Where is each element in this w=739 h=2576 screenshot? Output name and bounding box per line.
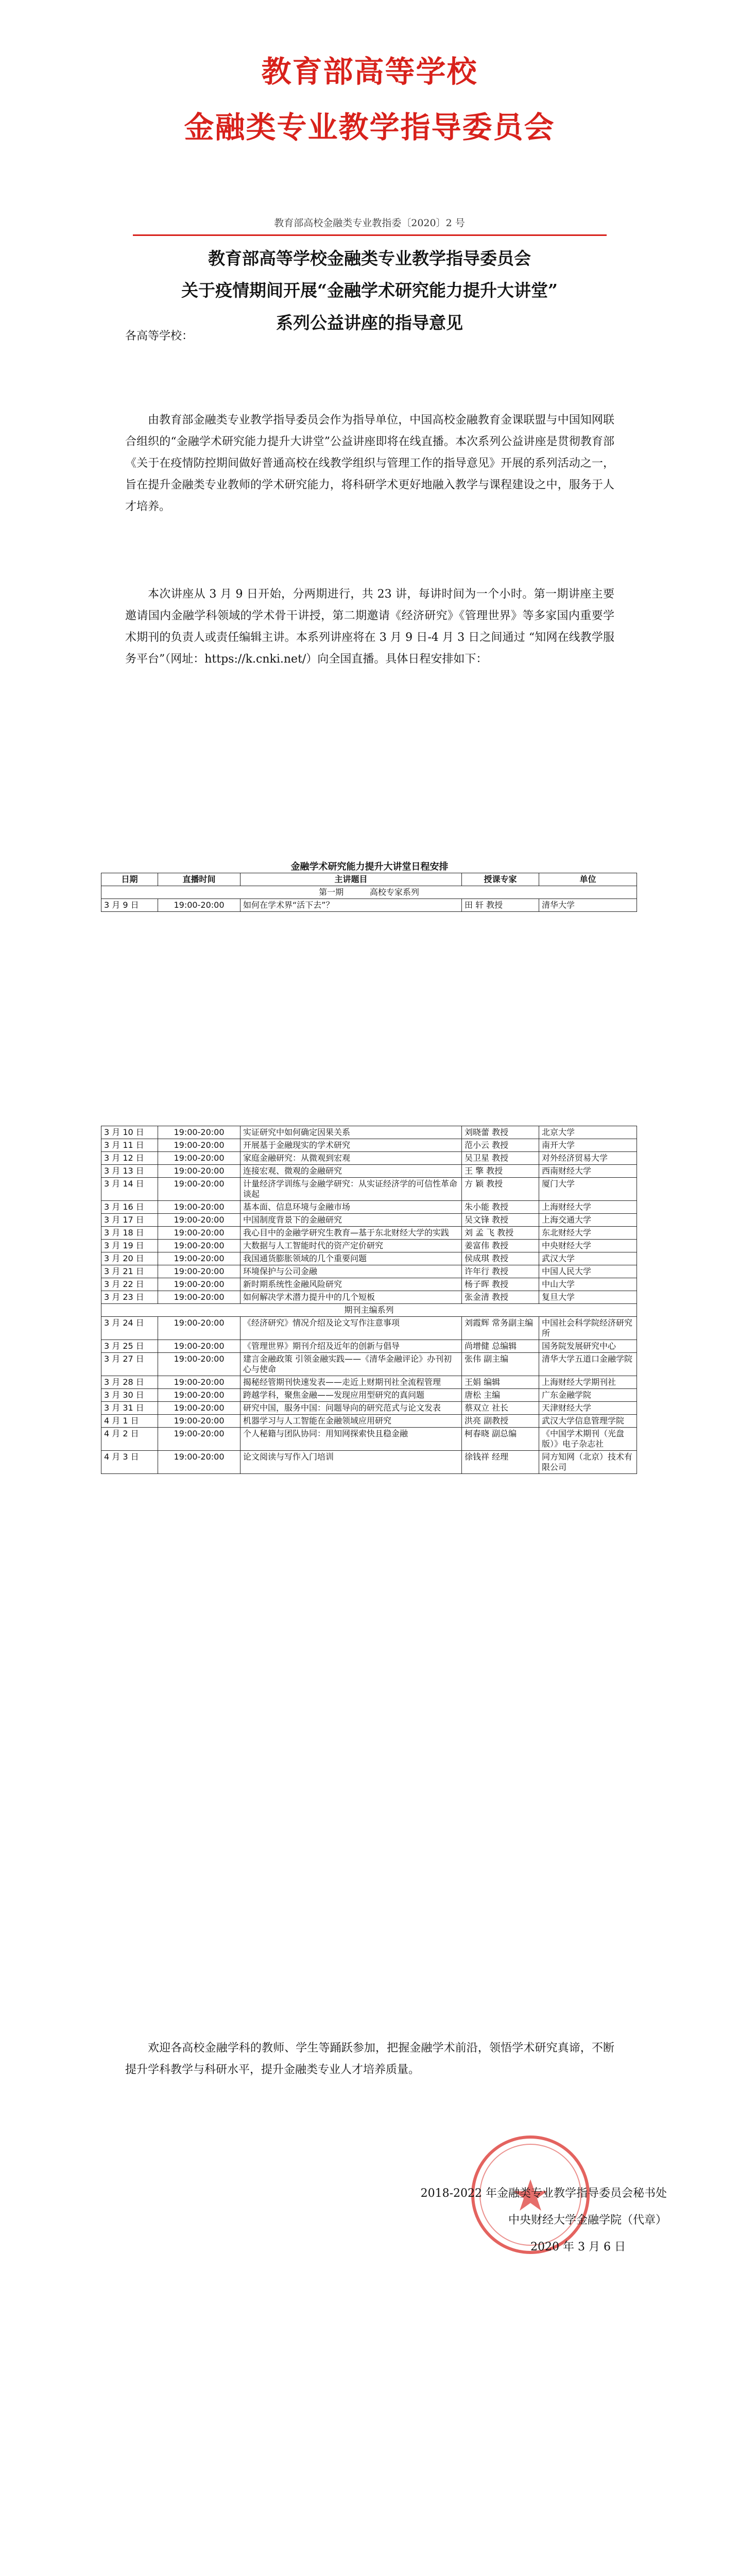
table-row: [101, 1227, 637, 1240]
cell-time: 19:00-20:00: [158, 1265, 240, 1278]
cell-date: 3 月 23 日: [101, 1291, 158, 1304]
cell-date: 3 月 14 日: [101, 1178, 158, 1201]
cell-speaker: 田 轩 教授: [462, 899, 539, 912]
cell-time: 19:00-20:00: [158, 1252, 240, 1265]
cell-date: 3 月 13 日: [101, 1165, 158, 1178]
cell-time: 19:00-20:00: [158, 1402, 240, 1415]
cell-affiliation: 南开大学: [539, 1139, 637, 1152]
cell-affiliation: 武汉大学信息管理学院: [539, 1415, 637, 1428]
cell-affiliation: 《中国学术期刊（光盘版）》电子杂志社: [539, 1428, 637, 1451]
cell-date: 3 月 20 日: [101, 1252, 158, 1265]
cell-date: 3 月 24 日: [101, 1317, 158, 1340]
cell-speaker: 洪亮 副教授: [462, 1415, 539, 1428]
cell-time: 19:00-20:00: [158, 1451, 240, 1474]
cell-topic: 研究中国，服务中国：问题导向的研究范式与论文发表: [240, 1402, 462, 1415]
table-row: [101, 1165, 637, 1178]
salutation: 各高等学校：: [125, 330, 194, 343]
cell-topic: 我心目中的金融学研究生教育—基于东北财经大学的实践: [240, 1227, 462, 1240]
cell-affiliation: 上海财经大学: [539, 1201, 637, 1214]
cell-topic: 建言金融政策 引领金融实践——《清华金融评论》办刊初心与使命: [240, 1353, 462, 1376]
table-row: [101, 1252, 637, 1265]
cell-speaker: 柯春晓 副总编: [462, 1428, 539, 1451]
cell-affiliation: 广东金融学院: [539, 1389, 637, 1402]
cell-topic: 揭秘经管期刊快速发表——走近上财期刊社全流程管理: [240, 1376, 462, 1389]
cell-affiliation: 上海交通大学: [539, 1214, 637, 1227]
cell-topic: 家庭金融研究：从微观到宏观: [240, 1152, 462, 1165]
header-affiliation: 单位: [539, 873, 637, 886]
cell-date: 3 月 12 日: [101, 1152, 158, 1165]
cell-speaker: 徐钱祥 经理: [462, 1451, 539, 1474]
table-row: [101, 1126, 637, 1139]
table-row: [101, 899, 637, 912]
cell-date: 3 月 30 日: [101, 1389, 158, 1402]
cell-date: 3 月 17 日: [101, 1214, 158, 1227]
cell-time: 19:00-20:00: [158, 1240, 240, 1252]
cell-speaker: 朱小能 教授: [462, 1201, 539, 1214]
cell-speaker: 刘 孟 飞 教授: [462, 1227, 539, 1240]
table-row: [101, 1278, 637, 1291]
cell-affiliation: 中央财经大学: [539, 1240, 637, 1252]
cell-affiliation: 武汉大学: [539, 1252, 637, 1265]
cell-date: 3 月 10 日: [101, 1126, 158, 1139]
cell-affiliation: 中国社会科学院经济研究所: [539, 1317, 637, 1340]
cell-speaker: 杨子晖 教授: [462, 1278, 539, 1291]
cell-affiliation: 北京大学: [539, 1126, 637, 1139]
cell-affiliation: 对外经济贸易大学: [539, 1152, 637, 1165]
cell-date: 3 月 16 日: [101, 1201, 158, 1214]
cell-speaker: 刘晓蕾 教授: [462, 1126, 539, 1139]
table-row: [101, 1214, 637, 1227]
cell-speaker: 王 擎 教授: [462, 1165, 539, 1178]
cell-topic: 《经济研究》情况介绍及论文写作注意事项: [240, 1317, 462, 1340]
cell-topic: 开展基于金融现实的学术研究: [240, 1139, 462, 1152]
red-divider-line: [133, 234, 607, 236]
signature-date: 2020 年 3 月 6 日: [530, 2241, 626, 2253]
cell-affiliation: 天津财经大学: [539, 1402, 637, 1415]
cell-speaker: 尚增健 总编辑: [462, 1340, 539, 1353]
subject-line3: 系列公益讲座的指导意见: [276, 313, 463, 333]
signature-seal-owner: 中央财经大学金融学院（代章）: [508, 2214, 667, 2227]
schedule-table-part1: [101, 873, 637, 912]
header-time: 直播时间: [158, 873, 240, 886]
cell-topic: 我国通货膨胀领域的几个重要问题: [240, 1252, 462, 1265]
schedule-table-title: 金融学术研究能力提升大讲堂日程安排: [290, 861, 449, 872]
header-speaker: 授课专家: [462, 873, 539, 886]
cell-time: 19:00-20:00: [158, 1214, 240, 1227]
letterhead-line2: 金融类专业教学指导委员会: [184, 110, 555, 145]
closing-paragraph: 欢迎各高校金融学科的教师、学生等踊跃参加，把握金融学术前沿，领悟学术研究真谛，不断提升学科教学与科研水平，提升金融类专业人才培养质量。: [125, 2042, 614, 2076]
cell-time: 19:00-20:00: [158, 1376, 240, 1389]
cell-speaker: 侯成琪 教授: [462, 1252, 539, 1265]
cell-speaker: 吴卫星 教授: [462, 1152, 539, 1165]
cell-time: 19:00-20:00: [158, 1178, 240, 1201]
cell-speaker: 刘霞辉 常务副主编: [462, 1317, 539, 1340]
cell-time: 19:00-20:00: [158, 1278, 240, 1291]
cell-time: 19:00-20:00: [158, 1317, 240, 1340]
cell-time: 19:00-20:00: [158, 1201, 240, 1214]
document-number: 教育部高校金融类专业教指委〔2020〕2 号: [274, 217, 465, 229]
cell-topic: 论文阅读与写作入门培训: [240, 1451, 462, 1474]
cell-affiliation: 清华大学五道口金融学院: [539, 1353, 637, 1376]
table-row: [101, 1428, 637, 1451]
cell-date: 3 月 11 日: [101, 1139, 158, 1152]
cell-date: 4 月 3 日: [101, 1451, 158, 1474]
table-row: [101, 1240, 637, 1252]
cell-date: 4 月 1 日: [101, 1415, 158, 1428]
cell-time: 19:00-20:00: [158, 1389, 240, 1402]
table-row: [101, 1389, 637, 1402]
cell-date: 3 月 18 日: [101, 1227, 158, 1240]
cell-speaker: 蔡双立 社长: [462, 1402, 539, 1415]
cell-date: 4 月 2 日: [101, 1428, 158, 1451]
table-row: [101, 1201, 637, 1214]
section-header-phase1: 第一期 高校专家系列: [101, 886, 637, 899]
cell-time: 19:00-20:00: [158, 1165, 240, 1178]
cell-affiliation: 中国人民大学: [539, 1265, 637, 1278]
header-date: 日期: [101, 873, 158, 886]
header-topic: 主讲题目: [240, 873, 462, 886]
table-row: [101, 1353, 637, 1376]
cell-date: 3 月 25 日: [101, 1340, 158, 1353]
cell-time: 19:00-20:00: [158, 899, 240, 912]
cell-topic: 连接宏观、微观的金融研究: [240, 1165, 462, 1178]
body-paragraph: 本次讲座从 3 月 9 日开始，分两期进行，共 23 讲，每讲时间为一个小时。第一期讲座主要邀请国内金融学科领域的学术骨干讲授，第二期邀请《经济研究》《管理世界》等多家国内重要学术期刊的负责人或责任编辑主讲。本系列讲座将在 3 月 9 日-4 月 3 日之间通过 “知网在线教学服务平台”（网址：https://k.cnki.net/）向全国直播。具体日程安排如下：: [125, 588, 614, 666]
cell-affiliation: 国务院发展研究中心: [539, 1340, 637, 1353]
cell-topic: 实证研究中如何确定因果关系: [240, 1126, 462, 1139]
cell-affiliation: 东北财经大学: [539, 1227, 637, 1240]
schedule-table-part2: [101, 1126, 637, 1474]
table-row: [101, 1340, 637, 1353]
cell-speaker: 姜富伟 教授: [462, 1240, 539, 1252]
cell-affiliation: 西南财经大学: [539, 1165, 637, 1178]
subject-line2: 关于疫情期间开展“金融学术研究能力提升大讲堂”: [181, 280, 558, 300]
table-row: [101, 1178, 637, 1201]
cell-time: 19:00-20:00: [158, 1428, 240, 1451]
cell-topic: 大数据与人工智能时代的资产定价研究: [240, 1240, 462, 1252]
cell-time: 19:00-20:00: [158, 1340, 240, 1353]
section-header-journal-editors: 期刊主编系列: [101, 1304, 637, 1317]
cell-date: 3 月 27 日: [101, 1353, 158, 1376]
table-row: [101, 1291, 637, 1304]
cell-speaker: 方 颖 教授: [462, 1178, 539, 1201]
table-row: [101, 1451, 637, 1474]
cell-speaker: 范小云 教授: [462, 1139, 539, 1152]
cell-topic: 如何在学术界“活下去”？: [240, 899, 462, 912]
cell-topic: 《管理世界》期刊介绍及近年的创新与倡导: [240, 1340, 462, 1353]
cell-date: 3 月 28 日: [101, 1376, 158, 1389]
table-row: [101, 1317, 637, 1340]
cell-speaker: 张金清 教授: [462, 1291, 539, 1304]
cell-affiliation: 中山大学: [539, 1278, 637, 1291]
cell-time: 19:00-20:00: [158, 1415, 240, 1428]
table-row: [101, 1415, 637, 1428]
cell-topic: 如何解决学术潜力提升中的几个短板: [240, 1291, 462, 1304]
cell-topic: 环境保护与公司金融: [240, 1265, 462, 1278]
cell-date: 3 月 19 日: [101, 1240, 158, 1252]
cell-affiliation: 厦门大学: [539, 1178, 637, 1201]
table-row: [101, 1402, 637, 1415]
cell-topic: 机器学习与人工智能在金融领域应用研究: [240, 1415, 462, 1428]
cell-affiliation: 复旦大学: [539, 1291, 637, 1304]
table-row: [101, 1152, 637, 1165]
cell-date: 3 月 22 日: [101, 1278, 158, 1291]
cell-time: 19:00-20:00: [158, 1139, 240, 1152]
cell-speaker: 王娟 编辑: [462, 1376, 539, 1389]
cell-speaker: 唐松 主编: [462, 1389, 539, 1402]
cell-time: 19:00-20:00: [158, 1152, 240, 1165]
cell-topic: 中国制度背景下的金融研究: [240, 1214, 462, 1227]
subject-line1: 教育部高等学校金融类专业教学指导委员会: [208, 248, 531, 268]
cell-time: 19:00-20:00: [158, 1291, 240, 1304]
cell-date: 3 月 31 日: [101, 1402, 158, 1415]
cell-affiliation: 同方知网（北京）技术有限公司: [539, 1451, 637, 1474]
cell-topic: 基本面、信息环境与金融市场: [240, 1201, 462, 1214]
cell-topic: 个人秘籍与团队协同：用知网探索快且稳金融: [240, 1428, 462, 1451]
letterhead-line1: 教育部高等学校: [261, 54, 478, 89]
signature-organization: 2018-2022 年金融类专业教学指导委员会秘书处: [420, 2187, 667, 2200]
table-row: [101, 1376, 637, 1389]
cell-time: 19:00-20:00: [158, 1353, 240, 1376]
cell-topic: 计量经济学训练与金融学研究：从实证经济学的可信性革命谈起: [240, 1178, 462, 1201]
cell-speaker: 许年行 教授: [462, 1265, 539, 1278]
cell-affiliation: 清华大学: [539, 899, 637, 912]
cell-speaker: 吴文锋 教授: [462, 1214, 539, 1227]
cell-topic: 新时期系统性金融风险研究: [240, 1278, 462, 1291]
body-paragraph: 由教育部金融类专业教学指导委员会作为指导单位，中国高校金融教育金课联盟与中国知网联合组织的“金融学术研究能力提升大讲堂”公益讲座即将在线直播。本次系列公益讲座是贯彻教育部《关于在疫情防控期间做好普通高校在线教学组织与管理工作的指导意见》开展的系列活动之一，旨在提升金融类专业教师的学术研究能力，将科研学术更好地融入教学与课程建设之中，服务于人才培养。: [125, 414, 614, 513]
cell-speaker: 张伟 副主编: [462, 1353, 539, 1376]
table-row: [101, 1139, 637, 1152]
cell-date: 3 月 21 日: [101, 1265, 158, 1278]
cell-time: 19:00-20:00: [158, 1126, 240, 1139]
cell-time: 19:00-20:00: [158, 1227, 240, 1240]
table-row: [101, 1265, 637, 1278]
cell-date: 3 月 9 日: [101, 899, 158, 912]
cell-topic: 跨越学科，聚焦金融——发现应用型研究的真问题: [240, 1389, 462, 1402]
cell-affiliation: 上海财经大学期刊社: [539, 1376, 637, 1389]
